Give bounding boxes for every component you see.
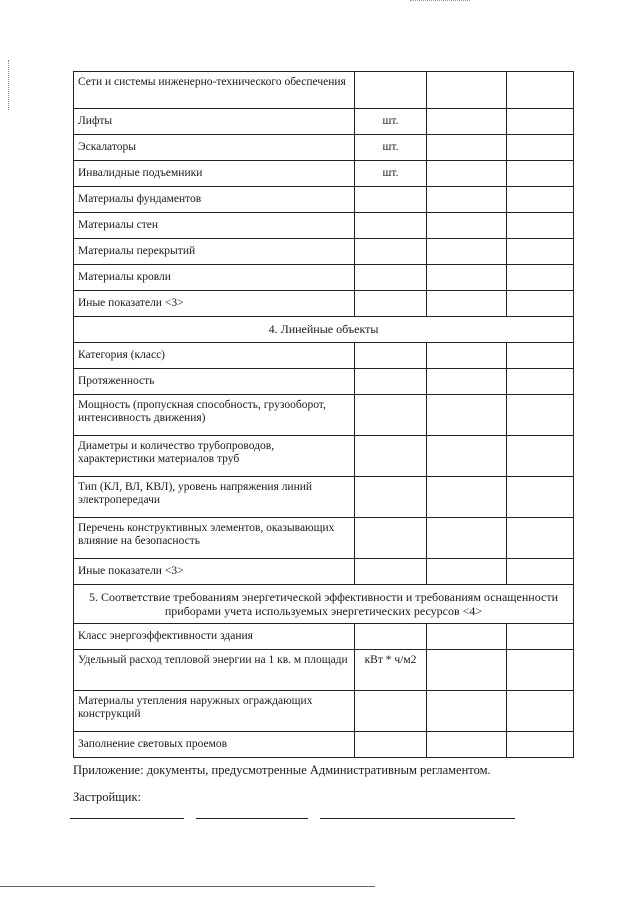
value-cell — [507, 518, 574, 559]
unit-cell — [355, 265, 427, 291]
signature-line-signature — [196, 818, 308, 819]
unit-cell — [355, 691, 427, 732]
row-label: Эскалаторы — [74, 135, 355, 161]
builder-label: Застройщик: — [73, 790, 142, 804]
row-label: Материалы кровли — [74, 265, 355, 291]
unit-cell — [355, 624, 427, 650]
unit-cell — [355, 369, 427, 395]
unit-cell — [355, 72, 427, 109]
value-cell — [427, 265, 507, 291]
value-cell — [427, 72, 507, 109]
unit-cell — [355, 732, 427, 758]
row-label: Сети и системы инженерно-технического обеспечения — [74, 72, 355, 109]
section-5-title: 5. Соответствие требованиям энергетической эффективности и требованиям оснащенности приборами учета используемых энергетических ресурсов <4> — [74, 585, 574, 624]
value-cell — [507, 109, 574, 135]
signature-line-name — [320, 818, 515, 819]
table-row — [74, 213, 574, 239]
value-cell — [507, 291, 574, 317]
row-label: Мощность (пропускная способность, грузооборот, интенсивность движения) — [74, 395, 355, 436]
unit-cell — [355, 213, 427, 239]
table-row — [74, 650, 574, 691]
row-label: Иные показатели <3> — [74, 291, 355, 317]
table-row — [74, 239, 574, 265]
row-label: Заполнение световых проемов — [74, 732, 355, 758]
value-cell — [507, 395, 574, 436]
row-label: Материалы фундаментов — [74, 187, 355, 213]
row-label: Материалы стен — [74, 213, 355, 239]
appendix-text: Приложение: документы, предусмотренные Административным регламентом. — [73, 763, 491, 777]
value-cell — [427, 624, 507, 650]
table-row — [74, 369, 574, 395]
value-cell — [427, 187, 507, 213]
unit-cell: шт. — [355, 161, 427, 187]
unit-cell: шт. — [355, 109, 427, 135]
row-label: Перечень конструктивных элементов, оказывающих влияние на безопасность — [74, 518, 355, 559]
value-cell — [507, 343, 574, 369]
value-cell — [507, 477, 574, 518]
row-label: Класс энергоэффективности здания — [74, 624, 355, 650]
unit-cell — [355, 436, 427, 477]
table-row — [74, 109, 574, 135]
value-cell — [427, 518, 507, 559]
table-row — [74, 732, 574, 758]
value-cell — [427, 395, 507, 436]
section-header-row — [74, 317, 574, 343]
table-row — [74, 436, 574, 477]
value-cell — [507, 691, 574, 732]
value-cell — [507, 187, 574, 213]
value-cell — [507, 213, 574, 239]
unit-cell — [355, 291, 427, 317]
row-label: Материалы утепления наружных ограждающих конструкций — [74, 691, 355, 732]
unit-cell — [355, 477, 427, 518]
value-cell — [427, 161, 507, 187]
value-cell — [427, 369, 507, 395]
table-row — [74, 343, 574, 369]
unit-cell — [355, 343, 427, 369]
value-cell — [427, 650, 507, 691]
value-cell — [427, 732, 507, 758]
section-4-title: 4. Линейные объекты — [74, 317, 574, 343]
value-cell — [507, 135, 574, 161]
row-label: Удельный расход тепловой энергии на 1 кв. м площади — [74, 650, 355, 691]
table-row — [74, 691, 574, 732]
table-row — [74, 624, 574, 650]
value-cell — [507, 239, 574, 265]
unit-cell — [355, 395, 427, 436]
value-cell — [427, 477, 507, 518]
value-cell — [427, 691, 507, 732]
value-cell — [427, 135, 507, 161]
value-cell — [427, 559, 507, 585]
value-cell — [507, 161, 574, 187]
unit-cell: кВт * ч/м2 — [355, 650, 427, 691]
table-row — [74, 187, 574, 213]
row-label: Категория (класс) — [74, 343, 355, 369]
table-row — [74, 559, 574, 585]
value-cell — [507, 624, 574, 650]
row-label: Протяженность — [74, 369, 355, 395]
value-cell — [507, 732, 574, 758]
value-cell — [507, 72, 574, 109]
value-cell — [427, 213, 507, 239]
page-bottom-line — [0, 886, 375, 887]
value-cell — [507, 559, 574, 585]
unit-cell — [355, 518, 427, 559]
value-cell — [427, 291, 507, 317]
unit-cell — [355, 559, 427, 585]
unit-cell — [355, 239, 427, 265]
row-label: Материалы перекрытий — [74, 239, 355, 265]
table-row — [74, 291, 574, 317]
row-label: Иные показатели <3> — [74, 559, 355, 585]
value-cell — [427, 239, 507, 265]
signature-line-position — [70, 818, 184, 819]
value-cell — [427, 343, 507, 369]
table-row — [74, 518, 574, 559]
table-row — [74, 265, 574, 291]
value-cell — [427, 109, 507, 135]
value-cell — [507, 436, 574, 477]
indicators-table — [73, 71, 574, 758]
row-label: Тип (КЛ, ВЛ, КВЛ), уровень напряжения линий электропередачи — [74, 477, 355, 518]
row-label: Инвалидные подъемники — [74, 161, 355, 187]
row-label: Диаметры и количество трубопроводов, характеристики материалов труб — [74, 436, 355, 477]
section-header-row — [74, 585, 574, 624]
table-row — [74, 477, 574, 518]
table-row — [74, 395, 574, 436]
table-row — [74, 161, 574, 187]
value-cell — [427, 436, 507, 477]
value-cell — [507, 650, 574, 691]
unit-cell — [355, 187, 427, 213]
value-cell — [507, 265, 574, 291]
value-cell — [507, 369, 574, 395]
unit-cell: шт. — [355, 135, 427, 161]
scan-mark — [8, 60, 11, 110]
scan-mark — [410, 0, 470, 1]
table-row — [74, 72, 574, 109]
row-label: Лифты — [74, 109, 355, 135]
table-row — [74, 135, 574, 161]
